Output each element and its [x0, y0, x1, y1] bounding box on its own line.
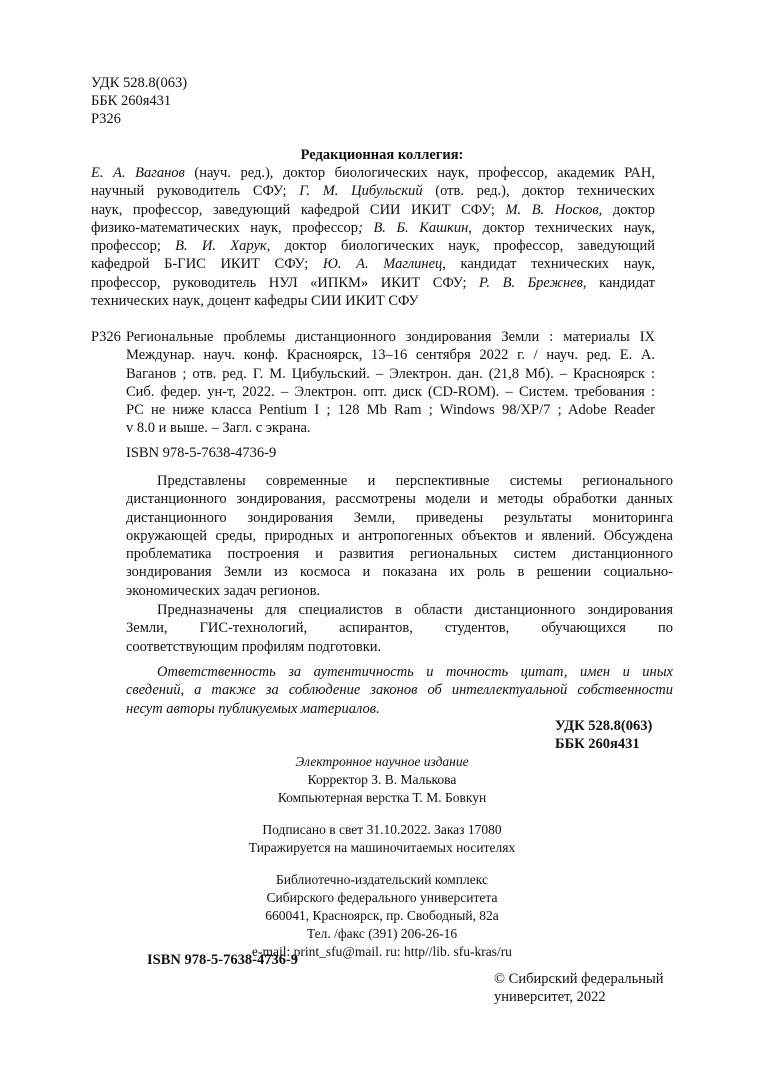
- editor-name: Р. В. Брежнев: [479, 274, 583, 291]
- bib-line: v 8.0 и выше. – Загл. с экрана.: [126, 420, 311, 437]
- abstract-line: проблематика построения и развития региональных систем дистанционного: [126, 546, 673, 563]
- abstract-line: окружающей среды, природных и антропогенных объектов и явлений. Обсуждена: [126, 527, 673, 544]
- bib-sign: Р326: [91, 329, 121, 345]
- editor-details: технических наук, доцент кафедры СИИ ИКИТ СФУ: [91, 293, 419, 310]
- abstract-line: зондирования Земли из космоса и показана их роль в решении социально-: [126, 564, 673, 581]
- editor-name: Г. М. Цибульский: [299, 183, 423, 200]
- corrector: Корректор З. В. Малькова: [307, 772, 457, 787]
- editor-name: ; В. Б. Кашкин: [358, 219, 469, 236]
- editorial-line: [91, 201, 655, 219]
- abstract-line: Земли, ГИС-технологий, аспирантов, студентов, обучающихся по: [126, 620, 673, 637]
- abstract-line: дистанционного зондирования, рассмотрены модели и методы обработки данных: [126, 491, 673, 508]
- bib-line: Сиб. федер. ун-т, 2022. – Электрон. опт. диск (CD-ROM). – Систем. требования :: [126, 383, 655, 400]
- editor-details: , доктор технических наук,: [468, 219, 655, 236]
- imprint: [180, 753, 584, 961]
- abstract-line: Предназначены для специалистов в области дистанционного зондирования: [157, 602, 673, 618]
- bib-description: [126, 328, 655, 438]
- udk-code: УДК 528.8(063): [91, 75, 188, 91]
- editorial-board: [91, 164, 655, 310]
- editorial-line: [91, 164, 655, 182]
- editor-name: Ю. А. Маглинец: [322, 256, 443, 273]
- bib-line: Междунар. науч. конф. Красноярск, 13–16 сентября 2022 г. / науч. ред. Е. А.: [126, 347, 655, 364]
- editor-details: , доктор биологических наук, профессор, заведующий: [266, 238, 655, 255]
- abstract-paragraph-2: [126, 601, 673, 656]
- author-sign: Р326: [91, 111, 121, 127]
- disclaimer-line: сведений, а также за соблюдение законов об интеллектуальной собственности: [126, 682, 673, 699]
- editorial-line: [91, 255, 655, 273]
- editor-details: научный руководитель СФУ;: [91, 183, 300, 200]
- copies-info: Тиражируется на машиночитаемых носителях: [248, 840, 516, 855]
- layout-credit: Компьютерная верстка Т. М. Бовкун: [277, 790, 487, 805]
- abstract-paragraph-1: [126, 472, 673, 600]
- bib-line: Региональные проблемы дистанционного зондирования Земли : материалы IX: [126, 329, 655, 345]
- editorial-line: [91, 219, 655, 237]
- editorial-line: [91, 237, 655, 255]
- publisher-line-1: Библиотечно-издательский комплекс: [276, 872, 488, 887]
- editorial-line: [91, 274, 655, 292]
- copyright-line-1: © Сибирский федеральный: [494, 971, 664, 987]
- publisher-address: 660041, Красноярск, пр. Свободный, 82а: [265, 908, 499, 923]
- edition-type: Электронное научное издание: [295, 754, 469, 769]
- copyright-line-2: университет, 2022: [494, 989, 606, 1005]
- publisher-phone: Тел. /факс (391) 206-26-16: [306, 926, 458, 941]
- editorial-line: [91, 292, 655, 310]
- editor-details: , кандидат технических наук,: [442, 256, 655, 273]
- editor-details: , доктор: [598, 201, 655, 218]
- abstract-line: соответствующим профилям подготовки.: [126, 638, 382, 655]
- editor-name: Е. А. Ваганов: [91, 165, 185, 181]
- signed-date: Подписано в свет 31.10.2022. Заказ 17080: [262, 822, 502, 837]
- editor-details: (отв. ред.), доктор технических: [422, 183, 656, 200]
- isbn-top: ISBN 978-5-7638-4736-9: [126, 445, 277, 461]
- isbn-bottom: ISBN 978-5-7638-4736-9: [147, 952, 299, 968]
- publisher-email: e-mail: print_sfu@mail. ru: http//lib. sfu-kras/ru: [252, 944, 512, 959]
- abstract-line: Представлены современные и перспективные системы регионального: [157, 473, 673, 489]
- editor-details: , кандидат: [582, 274, 655, 291]
- editor-name: М. В. Носков: [505, 201, 599, 218]
- editor-details: (науч. ред.), доктор биологических наук, профессор, академик РАН,: [184, 165, 655, 181]
- bib-line: Ваганов ; отв. ред. Г. М. Цибульский. – Электрон. дан. (21,8 Мб). – Красноярск :: [126, 365, 655, 382]
- editorial-heading: Редакционная коллегия:: [300, 147, 464, 163]
- disclaimer: [126, 663, 673, 718]
- editor-details: физико-математических наук, профессор: [91, 219, 359, 236]
- bbk-code: ББК 260я431: [91, 93, 172, 109]
- editor-details: наук, профессор, заведующий кафедрой СИИ ИКИТ СФУ;: [91, 201, 506, 218]
- copyright: [494, 970, 663, 1006]
- bbk-code-right: ББК 260я431: [555, 736, 640, 752]
- editor-details: кафедрой Б-ГИС ИКИТ СФУ;: [91, 256, 323, 273]
- editor-name: В. И. Харук: [175, 238, 267, 255]
- editorial-line: [91, 182, 655, 200]
- udk-code-right: УДК 528.8(063): [555, 718, 653, 734]
- editor-details: профессор;: [91, 238, 176, 255]
- publisher-line-2: Сибирского федерального университета: [266, 890, 498, 905]
- abstract-line: дистанционного зондирования Земли, приведены результаты мониторинга: [126, 509, 673, 526]
- editor-details: профессор, руководитель НУЛ «ИПКМ» ИКИТ СФУ;: [91, 274, 480, 291]
- disclaimer-line: Ответственность за аутентичность и точность цитат, имен и иных: [157, 664, 673, 680]
- bib-line: PC не ниже класса Pentium I ; 128 Mb Ram ; Windows 98/XP/7 ; Adobe Reader: [126, 402, 655, 419]
- abstract-line: экономических задач регионов.: [126, 582, 321, 599]
- disclaimer-line: несут авторы публикуемых материалов.: [126, 700, 380, 717]
